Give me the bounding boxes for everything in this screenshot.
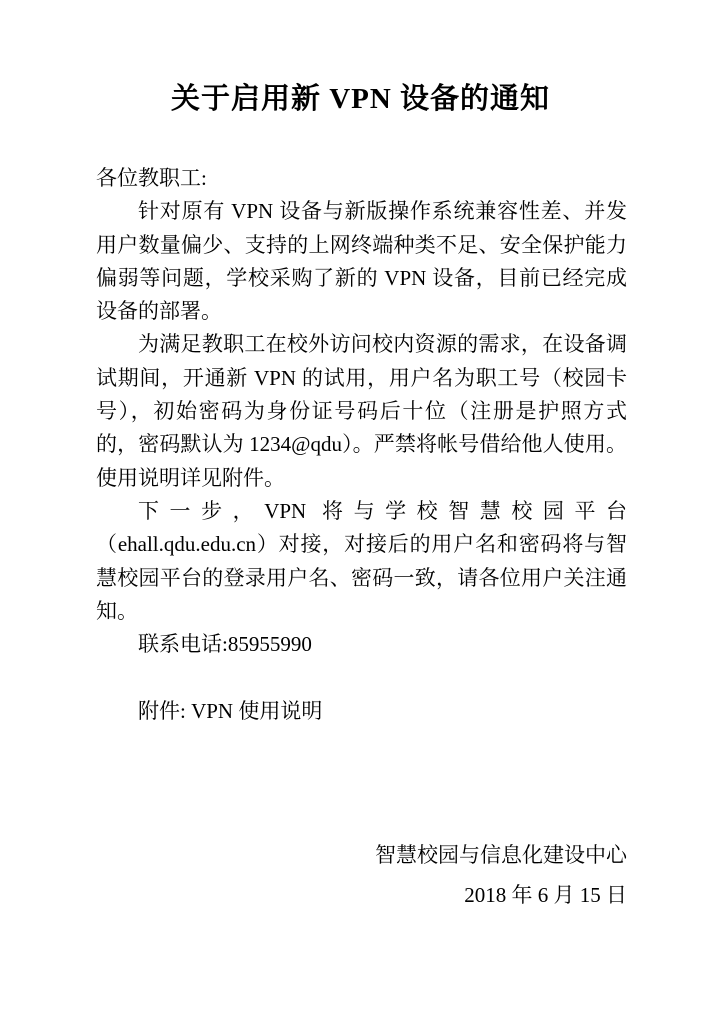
- signature-block: [96, 835, 627, 915]
- attachment-note: 附件: VPN 使用说明: [138, 698, 323, 723]
- signature-department: 智慧校园与信息化建设中心: [375, 843, 627, 868]
- salutation: 各位教职工:: [96, 166, 207, 190]
- document-body: [96, 162, 627, 915]
- paragraph-1: 针对原有 VPN 设备与新版操作系统兼容性差、并发用户数量偏少、支持的上网终端种类不足、安全保护能力偏弱等问题，学校采购了新的 VPN 设备，目前已经完成设备的部署。: [96, 199, 627, 324]
- paragraph-2: 为满足教职工在校外访问校内资源的需求，在设备调试期间，开通新 VPN 的试用，用户名为职工号（校园卡号），初始密码为身份证号码后十位（注册是护照方式的，密码默认为 1234@qdu）。严禁将帐号借给他人使用。使用说明详见附件。: [96, 332, 627, 490]
- contact-phone: 联系电话:85955990: [138, 632, 312, 657]
- signature-date: 2018 年 6 月 15 日: [464, 883, 627, 908]
- document-title: 关于启用新 VPN 设备的通知: [170, 83, 551, 115]
- paragraph-3: 下一步，VPN 将与学校智慧校园平台（ehall.qdu.edu.cn）对接，对接后的用户名和密码将与智慧校园平台的登录用户名、密码一致，请各位用户关注通知。: [96, 498, 627, 623]
